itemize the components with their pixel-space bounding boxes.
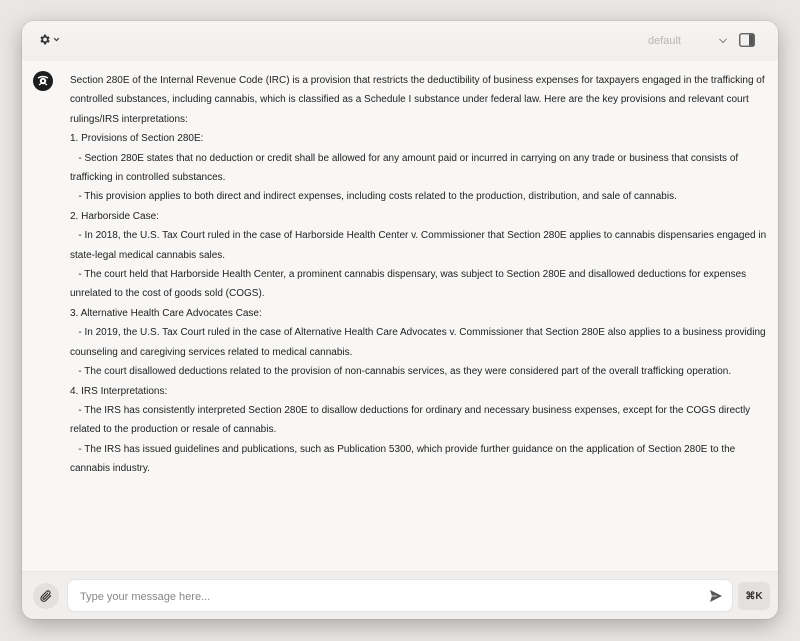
chat-window [22, 21, 778, 619]
message-line: - In 2018, the U.S. Tax Court ruled in the case of Harborside Health Center v. Commissioner that Section 280E applies to cannabis dispensaries engaged in state-legal medical cannabis sales. [70, 230, 769, 261]
assistant-avatar-icon [36, 74, 50, 88]
model-select[interactable] [648, 31, 728, 51]
paperclip-icon [39, 589, 53, 603]
message-line: 2. Harborside Case: [70, 210, 159, 222]
send-icon [708, 588, 724, 604]
message-line: - The court disallowed deductions related to the provision of non-cannabis services, as they were considered part of the overall trafficking operation. [70, 366, 732, 378]
message-line: - This provision applies to both direct and indirect expenses, including costs related to the production, distribution, and sale of cannabis. [70, 191, 677, 203]
sidebar-toggle-icon [739, 33, 755, 47]
title-bar [22, 21, 778, 61]
message-line: 3. Alternative Health Care Advocates Case: [70, 307, 262, 319]
assistant-message [70, 71, 770, 479]
send-button[interactable] [708, 588, 724, 609]
command-shortcut-button[interactable] [738, 582, 770, 610]
message-line: - The IRS has issued guidelines and publications, such as Publication 5300, which provide further guidance on the application of Section 280E to the cannabis industry. [70, 443, 739, 475]
gear-icon [38, 33, 51, 46]
sidebar-toggle-button[interactable] [739, 33, 755, 52]
message-line: - Section 280E states that no deduction or credit shall be allowed for any amount paid or incurred in carrying on any trade or business that consists of trafficking in controlled substances. [70, 152, 741, 184]
message-line: 4. IRS Interpretations: [70, 385, 168, 397]
attach-button[interactable] [33, 583, 59, 609]
message-line: - The IRS has consistently interpreted Section 280E to disallow deductions for ordinary and necessary business expenses, except for the COGS directly related to the production or resale of cannabis. [70, 404, 753, 436]
shortcut-label: ⌘K [745, 590, 763, 602]
message-line: 1. Provisions of Section 280E: [70, 133, 204, 145]
chevron-down-icon [718, 36, 728, 46]
message-line: - In 2019, the U.S. Tax Court ruled in the case of Alternative Health Care Advocates v. Commissioner that Section 280E also applies to a business providing counseling and caregiving services related to medical cannabis. [70, 327, 769, 358]
message-composer [22, 571, 778, 619]
model-select-value: default [648, 35, 682, 47]
chevron-down-icon [53, 36, 60, 43]
message-line: Section 280E of the Internal Revenue Code (IRC) is a provision that restricts the deductibility of business expenses for taxpayers engaged in the trafficking of controlled substances, including cannabis, which is classified as a Schedule I substance under federal law. Here are the key provisions and relevant court rulings/IRS interpretations: [70, 75, 768, 125]
assistant-avatar [33, 71, 53, 91]
message-line: - The court held that Harborside Health Center, a prominent cannabis dispensary, was subject to Section 280E and disallowed deductions for expenses unrelated to the cost of goods sold (COGS). [70, 269, 749, 300]
message-input-container [68, 580, 732, 611]
message-input[interactable] [78, 580, 702, 613]
settings-menu-button[interactable] [38, 33, 60, 46]
